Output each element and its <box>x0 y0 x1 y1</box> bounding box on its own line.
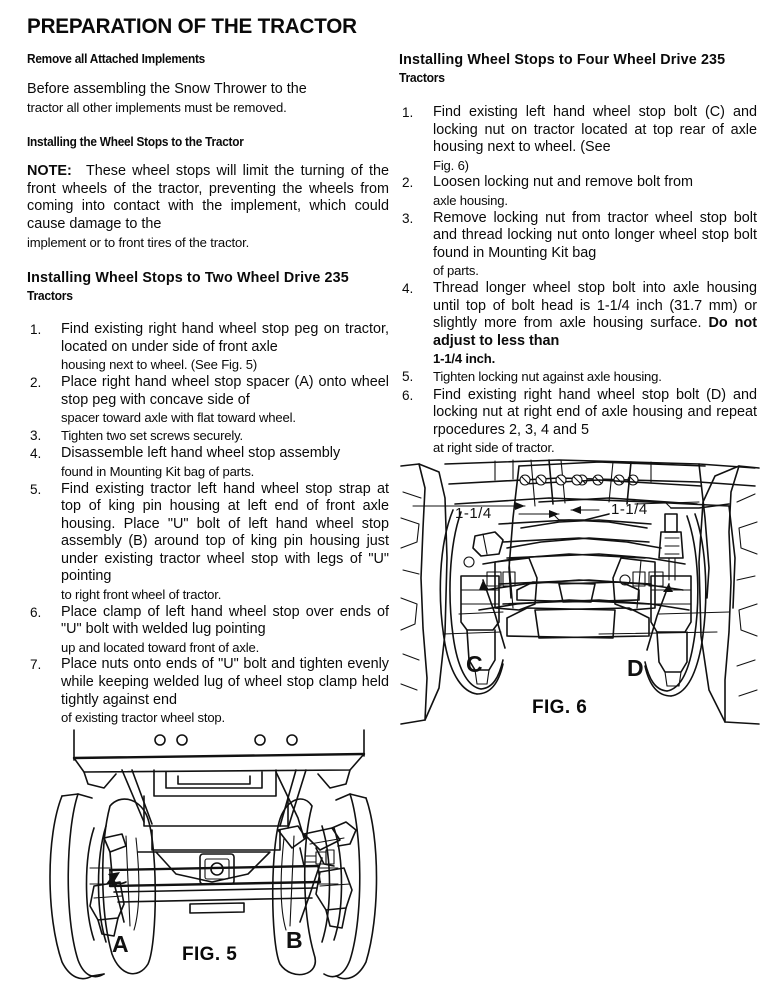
step-text: Loosen locking nut and remove bolt from <box>433 174 693 191</box>
step-text: Find existing left hand wheel stop bolt (C) and locking nut on tractor located at top rear of axle housing next to wheel. (See <box>433 104 757 156</box>
step-text-last: Tighten locking nut against axle housing. <box>433 368 662 384</box>
step-text-last: to right front wheel of tractor. <box>61 587 222 603</box>
heading-four-wheel-drive-line1: Installing Wheel Stops to Four Wheel Drive 235 <box>399 52 726 68</box>
step-text-last: housing next to wheel. (See Fig. 5) <box>61 357 258 373</box>
fig6-dimension-left: 1-1/4 <box>611 501 648 518</box>
step-text-last: found in Mounting Kit bag of parts. <box>61 463 255 479</box>
heading-remove-implements: Remove all Attached Implements <box>27 52 206 66</box>
step-text: Remove locking nut from tractor wheel stop bolt and thread locking nut onto longer wheel stop bolt found in Mounting Kit bag <box>433 209 757 261</box>
figure-6-illustration <box>399 458 761 726</box>
step-number: 7. <box>30 657 42 673</box>
step-number: 6. <box>30 604 42 620</box>
list-item <box>399 210 757 280</box>
step-text-last: at right side of tractor. <box>433 440 555 456</box>
paragraph-remove-implements-main: Before assembling the Snow Thrower to the <box>27 81 307 97</box>
step-number: 3. <box>30 427 42 443</box>
step-text-last: of existing tractor wheel stop. <box>61 710 225 726</box>
step-text: Find existing right hand wheel stop peg on tractor, located on under side of front axle <box>61 321 389 355</box>
step-text-last: axle housing. <box>433 192 508 208</box>
heading-two-wheel-drive-line1: Installing Wheel Stops to Two Wheel Drive 235 <box>27 270 349 287</box>
fig6-dimension-right: 1-1/4 <box>455 505 492 522</box>
step-text: Thread longer wheel stop bolt into axle housing until top of bolt head is 1-1/4 inch (31.7 mm) or slightly more from axle housing surface. <box>433 279 757 332</box>
paragraph-remove-implements-last: tractor all other implements must be removed. <box>27 99 287 115</box>
list-item <box>27 481 389 604</box>
step-number: 1. <box>30 322 42 338</box>
step-text: Place clamp of left hand wheel stop over ends of "U" bolt with welded lug pointing <box>61 603 389 638</box>
note-wheel-stops <box>27 163 389 251</box>
figure-5-caption: FIG. 5 <box>182 944 238 965</box>
step-text: Place right hand wheel stop spacer (A) onto wheel stop peg with concave side of <box>61 373 389 408</box>
list-item <box>27 374 389 427</box>
step-text-emphasis: Do not adjust to less than <box>433 315 757 349</box>
list-item <box>27 427 389 446</box>
step-number: 2. <box>402 175 414 191</box>
step-text-last: Fig. 6) <box>433 157 469 173</box>
step-number: 4. <box>402 280 414 296</box>
page-title: PREPARATION OF THE TRACTOR <box>27 14 357 38</box>
heading-two-wheel-drive <box>27 270 389 305</box>
note-last-line: implement or to front tires of the tractor. <box>27 234 250 250</box>
list-item <box>27 656 389 726</box>
heading-four-wheel-drive-line2: Tractors <box>399 70 445 85</box>
steps-four-wheel-drive <box>399 104 757 457</box>
step-number: 3. <box>402 210 414 226</box>
fig5-callout-a: A <box>112 931 129 957</box>
note-body: These wheel stops will limit the turning of the front wheels of the tractor, preventing the wheels from coming into contact with the implement, which could cause damage to the <box>27 163 389 232</box>
heading-two-wheel-drive-line2: Tractors <box>27 288 73 304</box>
paragraph-remove-implements <box>27 81 389 116</box>
right-column <box>399 52 757 457</box>
list-item <box>27 604 389 657</box>
fig5-deck-holes <box>155 735 297 745</box>
step-number: 5. <box>402 368 414 384</box>
list-item <box>27 445 389 480</box>
step-text-last: of parts. <box>433 263 479 279</box>
step-text-last: spacer toward axle with flat toward wheel. <box>61 410 296 426</box>
step-text-last: Tighten two set screws securely. <box>61 427 243 443</box>
fig6-callout-c: C <box>466 651 483 677</box>
left-column <box>27 52 389 727</box>
step-text-emphasis-last: 1-1/4 inch. <box>433 351 496 367</box>
step-text: Disassemble left hand wheel stop assembly <box>61 445 341 462</box>
list-item <box>399 104 757 174</box>
heading-installing-wheel-stops: Installing the Wheel Stops to the Tractor <box>27 135 244 150</box>
step-text: Find existing right hand wheel stop bolt (D) and locking nut at right end of axle housing and repeat rpocedures 2, 3, 4 and 5 <box>433 386 757 438</box>
fig5-callout-b: B <box>286 927 303 953</box>
list-item <box>27 321 389 374</box>
steps-two-wheel-drive <box>27 321 389 727</box>
fig6-callout-d: D <box>627 655 644 681</box>
step-text: Find existing tractor left hand wheel stop strap at top of king pin housing at left end of front axle housing. Place "U" bolt of left hand wheel stop assembly (B) around top of king pin housing just under existing tractor wheel stop with legs of "U" pointing <box>61 480 389 585</box>
step-number: 4. <box>30 446 42 462</box>
step-number: 5. <box>30 481 42 497</box>
list-item <box>399 280 757 368</box>
step-text-last: up and located toward front of axle. <box>61 639 260 655</box>
list-item <box>399 368 757 387</box>
heading-four-wheel-drive <box>399 52 757 87</box>
figure-6-caption: FIG. 6 <box>532 697 588 718</box>
step-number: 1. <box>402 105 414 120</box>
step-number: 2. <box>30 374 42 390</box>
list-item <box>399 174 757 209</box>
step-number: 6. <box>402 387 414 403</box>
list-item <box>399 387 757 457</box>
step-text: Place nuts onto ends of "U" bolt and tighten evenly while keeping welded lug of wheel stop clamp held tightly against end <box>61 656 389 708</box>
note-label: NOTE: <box>27 163 72 180</box>
